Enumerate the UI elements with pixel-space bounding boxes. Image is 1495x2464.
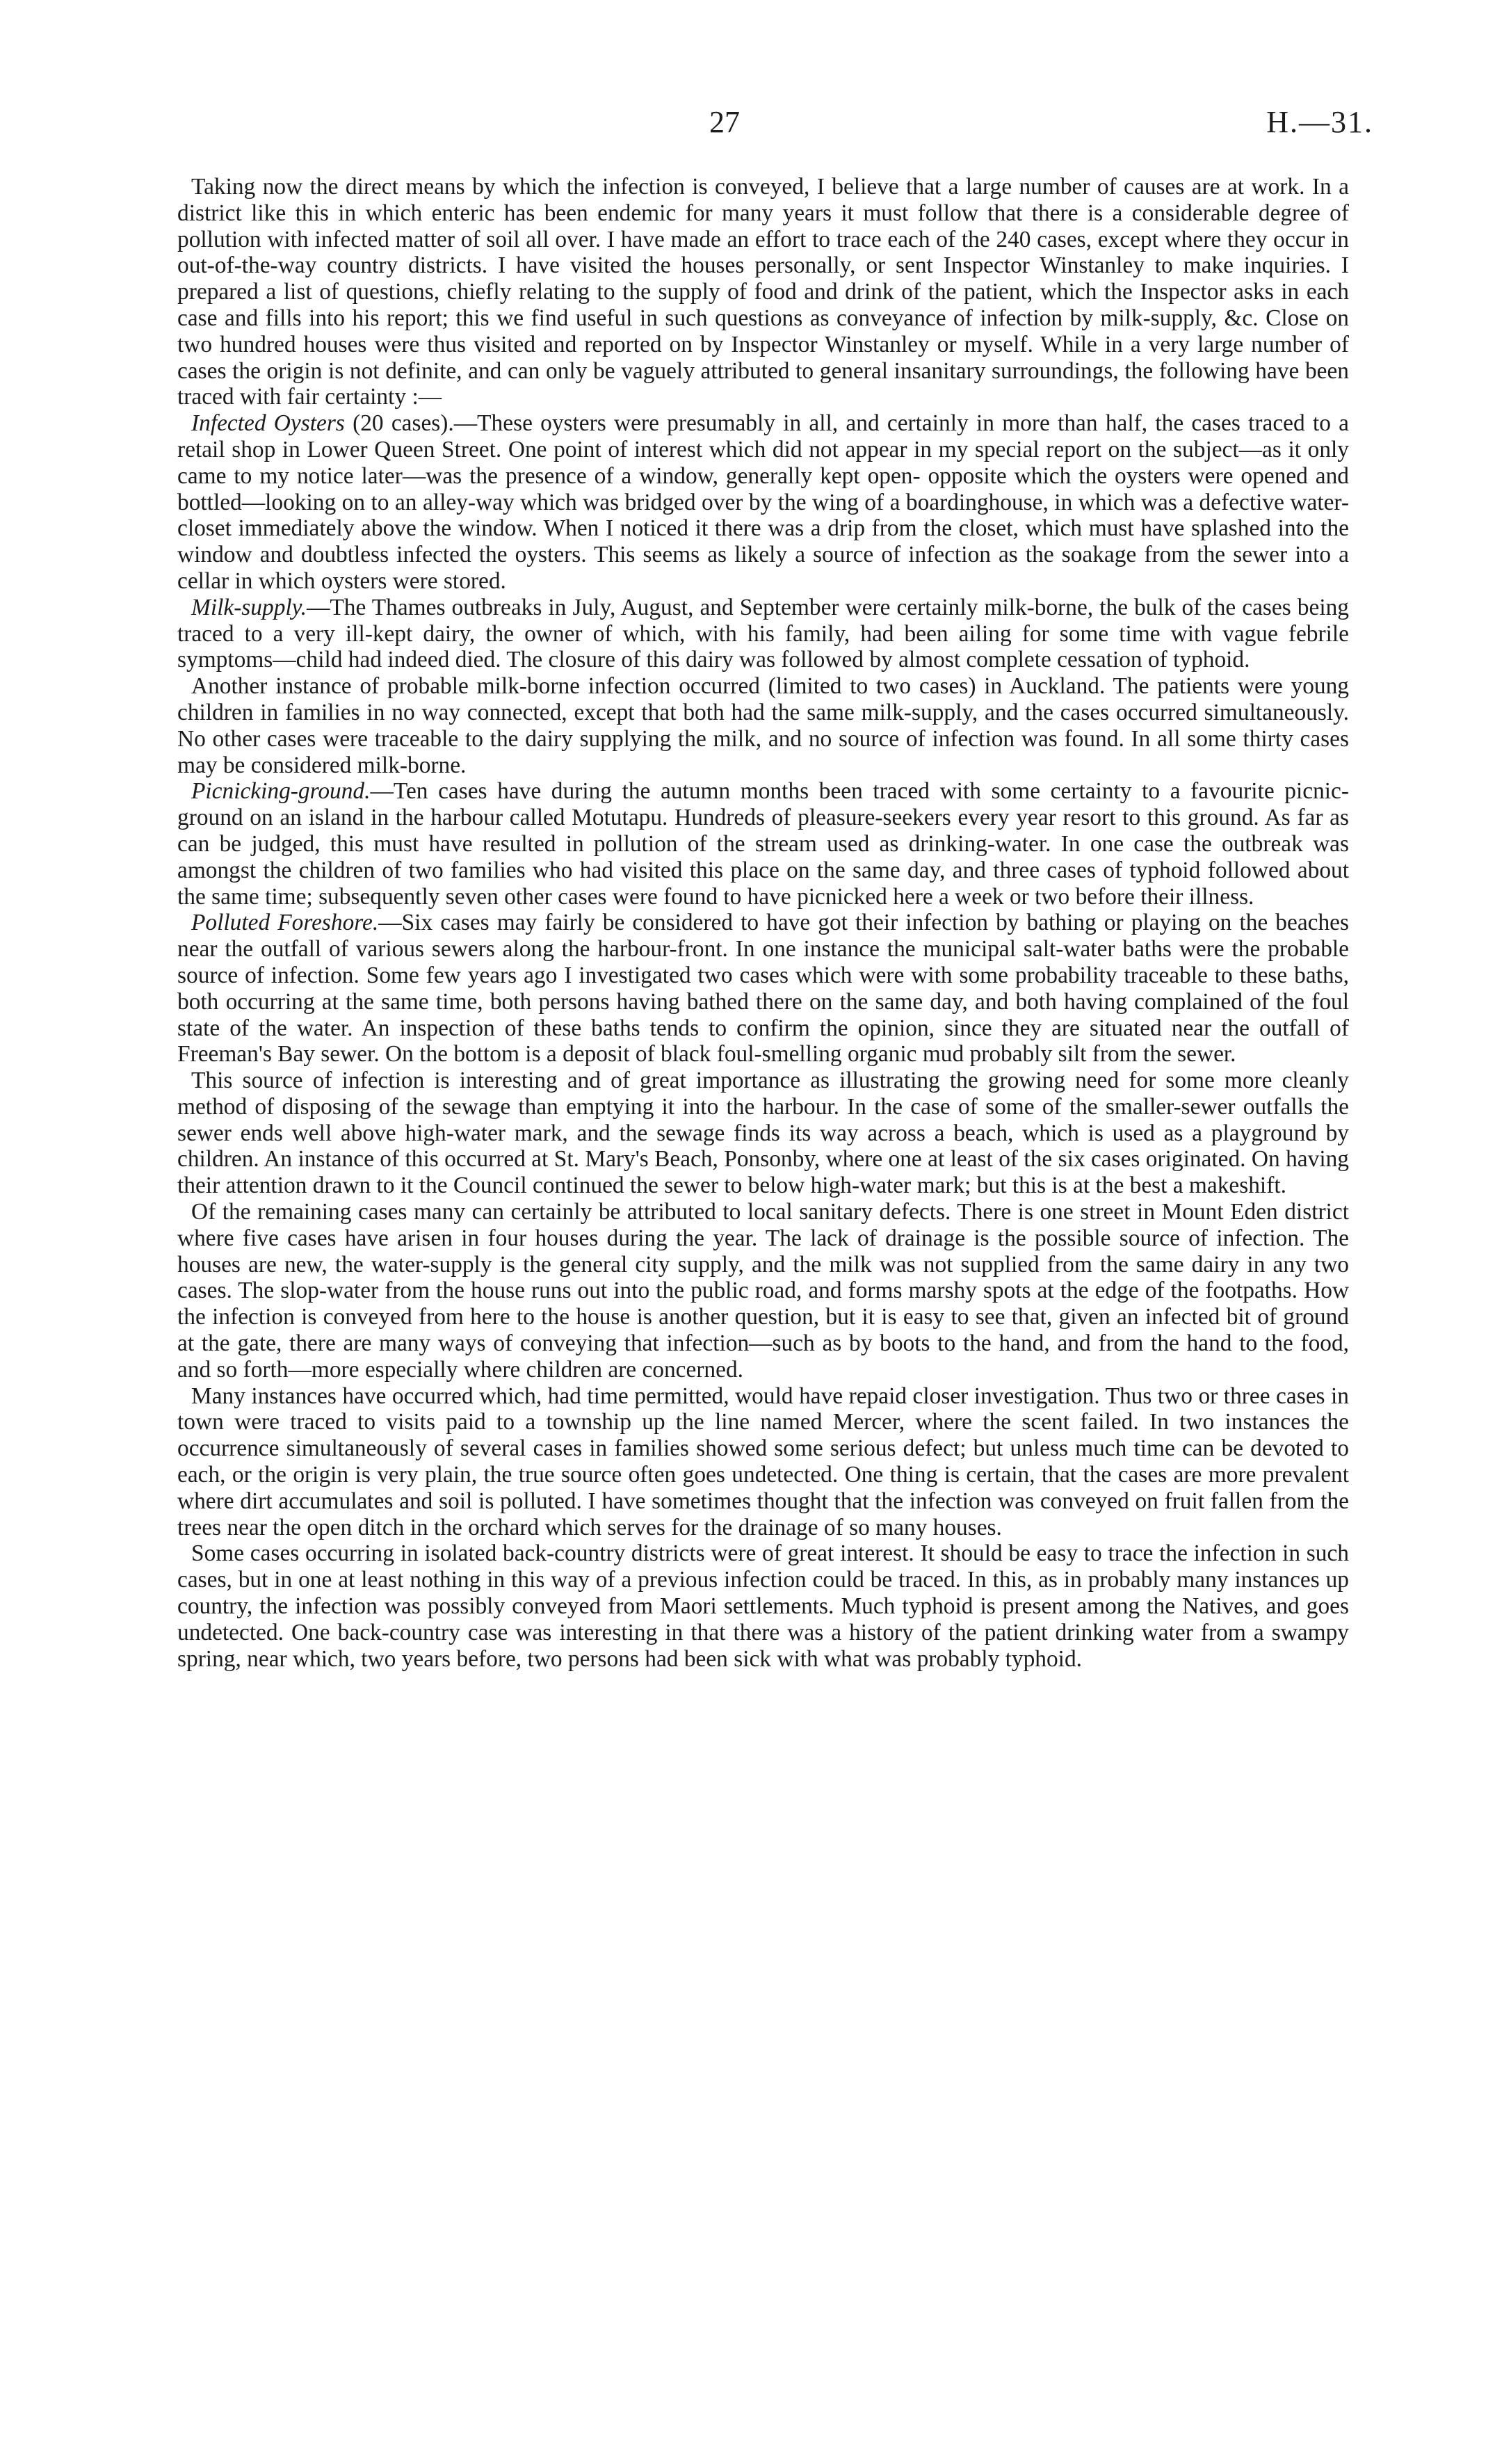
- paper-reference: H.—31.: [1266, 105, 1373, 139]
- paragraph-text: —Six cases may fairly be considered to have got their infection by bathing or playing on the beaches near the outfall of various sewers along the harbour-front. In one instance the municipal salt-water baths were the probable source of infection. Some few years ago I investigated two cases which were with some probability traceable to these baths, both occurring at the same time, both persons having bathed there on the same day, and both having complained of the foul state of the water. An inspection of these baths tends to confirm the opinion, since they are situated near the outfall of Freeman's Bay sewer. On the bottom is a deposit of black foul-smelling organic mud probably silt from the sewer.: [177, 910, 1349, 1068]
- paragraph: [177, 595, 1349, 673]
- paragraph-heading: Milk-supply.: [191, 594, 307, 620]
- paragraph: [177, 910, 1349, 1068]
- paragraph-text: —Ten cases have during the autumn months been traced with some certainty to a favourite picnic-ground on an island in the harbour called Motutapu. Hundreds of pleasure-seekers every year resort to this ground. As far as can be judged, this must have resulted in pollution of the stream used as drinking-water. In one case the outbreak was amongst the children of two families who had visited this place on the same day, and three cases of typhoid followed about the same time; subsequently seven other cases were found to have picnicked here a week or two before their illness.: [177, 778, 1349, 910]
- page-header: [0, 104, 1495, 160]
- body-text: [177, 174, 1349, 1672]
- paragraph: [177, 174, 1349, 410]
- paragraph-text: Many instances have occurred which, had time permitted, would have repaid closer investigation. Thus two or three cases in town were traced to visits paid to a township up the line named Mercer, where the scent failed. In two instances the occurrence simultaneously of several cases in families showed some serious defect; but unless much time can be devoted to each, or the origin is very plain, the true source often goes undetected. One thing is certain, that the cases are more prevalent where dirt accumulates and soil is polluted. I have sometimes thought that the infection was conveyed on fruit fallen from the trees near the open ditch in the orchard which serves for the drainage of so many houses.: [177, 1383, 1349, 1540]
- paragraph: [177, 1199, 1349, 1383]
- paragraph-heading: Infected Oysters: [191, 410, 345, 437]
- paragraph-text: Of the remaining cases many can certainly be attributed to local sanitary defects. There is one street in Mount Eden district where five cases have arisen in four houses during the year. The lack of drainage is the possible source of infection. The houses are new, the water-supply is the general city supply, and the milk was not supplied from the same dairy in any two cases. The slop-water from the house runs out into the public road, and forms marshy spots at the edge of the footpaths. How the infection is conveyed from here to the house is another question, but it is easy to see that, given an infected bit of ground at the gate, there are many ways of conveying that infection—such as by boots to the hand, and from the hand to the food, and so forth—more especially where children are concerned.: [177, 1199, 1349, 1383]
- paragraph-text: —The Thames outbreaks in July, August, and September were certainly milk-borne, the bulk of the cases being traced to a very ill-kept dairy, the owner of which, with his family, had been ailing for some time with vague febrile symptoms—child had indeed died. The closure of this dairy was followed by almost complete cessation of typhoid.: [177, 594, 1349, 673]
- paragraph-text: Some cases occurring in isolated back-country districts were of great interest. It should be easy to trace the infection in such cases, but in one at least nothing in this way of a previous infection could be traced. In this, as in probably many instances up country, the infection was possibly conveyed from Maori settlements. Much typhoid is present among the Natives, and goes undetected. One back-country case was interesting in that there was a history of the patient drinking water from a swampy spring, near which, two years before, two persons had been sick with what was probably typhoid.: [177, 1540, 1349, 1672]
- paragraph: [177, 1383, 1349, 1541]
- paragraph-text: (20 cases).—These oysters were presumably in all, and certainly in more than half, the cases traced to a retail shop in Lower Queen Street. One point of interest which did not appear in my special report on the subject—as it only came to my notice later—was the presence of a window, generally kept open- opposite which the oysters were opened and bottled—looking on to an alley-way which was bridged over by the wing of a boardinghouse, in which was a defective water-closet immediately above the window. When I noticed it there was a drip from the closet, which must have splashed into the window and doubtless infected the oysters. This seems as likely a source of infection as the soakage from the sewer into a cellar in which oysters were stored.: [177, 410, 1349, 594]
- paragraph-text: Another instance of probable milk-borne infection occurred (limited to two cases) in Auckland. The patients were young children in families in no way connected, except that both had the same milk-supply, and the cases occurred simultaneously. No other cases were traceable to the dairy supplying the milk, and no source of infection was found. In all some thirty cases may be considered milk-borne.: [177, 673, 1349, 778]
- paragraph: [177, 778, 1349, 910]
- page-number: 27: [709, 105, 740, 139]
- paragraph-text: Taking now the direct means by which the infection is conveyed, I believe that a large number of causes are at work. In a district like this in which enteric has been endemic for many years it must follow that there is a considerable degree of pollution with infected matter of soil all over. I have made an effort to trace each of the 240 cases, except where they occur in out-of-the-way country districts. I have visited the houses personally, or sent Inspector Winstanley to make inquiries. I prepared a list of questions, chiefly relating to the supply of food and drink of the patient, which the Inspector asks in each case and fills into his report; this we find useful in such questions as conveyance of infection by milk-supply, &c. Close on two hundred houses were thus visited and reported on by Inspector Winstanley or myself. While in a very large number of cases the origin is not definite, and can only be vaguely attributed to general insanitary surroundings, the following have been traced with fair certainty :—: [177, 174, 1349, 410]
- paragraph: [177, 1540, 1349, 1672]
- paragraph-text: This source of infection is interesting and of great importance as illustrating the growing need for some more cleanly method of disposing of the sewage than emptying it into the harbour. In the case of some of the smaller-sewer outfalls the sewer ends well above high-water mark, and the sewage finds its way across a beach, which is used as a playground by children. An instance of this occurred at St. Mary's Beach, Ponsonby, where one at least of the six cases originated. On having their attention drawn to it the Council continued the sewer to below high-water mark; but this is at the best a makeshift.: [177, 1068, 1349, 1199]
- paragraph: [177, 673, 1349, 778]
- paragraph: [177, 1068, 1349, 1199]
- paragraph-heading: Picnicking-ground.: [191, 778, 371, 805]
- paragraph: [177, 410, 1349, 595]
- paragraph-heading: Polluted Foreshore.: [191, 910, 379, 936]
